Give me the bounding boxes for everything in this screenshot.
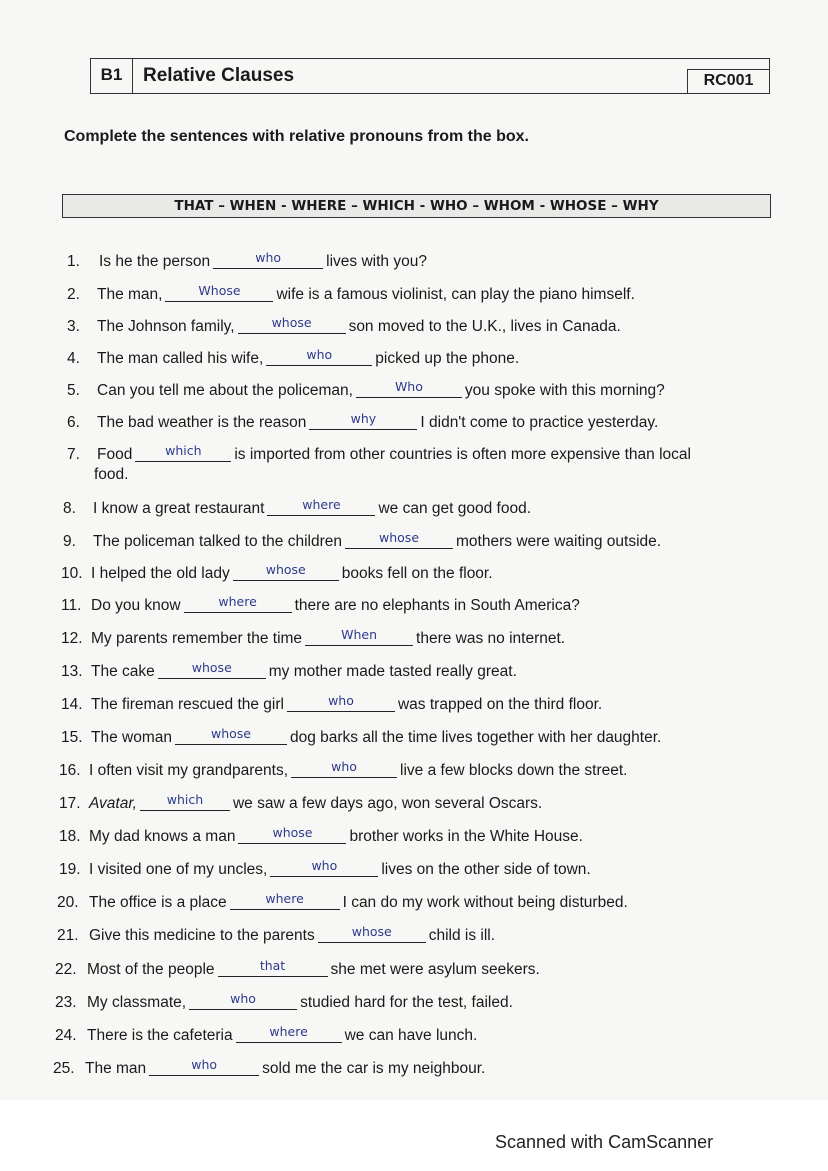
question-number: 25. <box>53 1060 75 1077</box>
question-number: 18. <box>59 828 81 845</box>
handwritten-answer: which <box>165 443 202 458</box>
answer-blank[interactable] <box>184 594 292 613</box>
answer-blank[interactable] <box>213 250 323 269</box>
handwritten-answer: why <box>350 411 377 426</box>
question-text-before: My dad knows a man <box>89 828 236 845</box>
question-text-after: wife is a famous violinist, can play the piano himself. <box>276 286 635 303</box>
handwritten-answer: whose <box>271 315 312 330</box>
handwritten-answer: that <box>259 958 286 973</box>
question-text-after: lives with you? <box>326 253 427 270</box>
question-text-after: lives on the other side of town. <box>381 861 591 878</box>
question-19 <box>59 858 591 879</box>
question-text-after: there was no internet. <box>416 630 566 647</box>
question-text-before: The fireman rescued the girl <box>91 696 284 713</box>
scanner-watermark: Scanned with CamScanner <box>495 1132 714 1152</box>
question-text-before: Can you tell me about the policeman, <box>97 382 353 399</box>
question-text-before: I often visit my grandparents, <box>89 762 289 779</box>
question-text-after: brother works in the White House. <box>349 828 583 845</box>
answer-blank[interactable] <box>149 1057 259 1076</box>
question-number: 16. <box>59 762 81 779</box>
question-text-before: There is the cafeteria <box>87 1027 233 1044</box>
question-text-before: The cake <box>91 663 155 680</box>
question-number: 13. <box>61 663 83 680</box>
word-box: THAT – WHEN - WHERE – WHICH - WHO – WHOM - WHOSE – WHY <box>62 194 771 218</box>
answer-blank[interactable] <box>267 497 375 516</box>
question-text-before: My parents remember the time <box>91 630 303 647</box>
question-text-after: picked up the phone. <box>375 350 520 367</box>
question-text-after: I didn't come to practice yesterday. <box>420 414 659 431</box>
question-text-before: I helped the old lady <box>91 565 230 582</box>
question-number: 12. <box>61 630 83 647</box>
question-continuation: food. <box>94 466 129 483</box>
question-number: 4. <box>67 350 80 367</box>
question-number: 21. <box>57 927 79 944</box>
handwritten-answer: whose <box>351 924 392 939</box>
question-text-before: The woman <box>91 729 172 746</box>
question-text-before: The office is a place <box>89 894 227 911</box>
question-number: 11. <box>61 597 82 614</box>
question-2 <box>67 283 635 304</box>
question-21 <box>57 924 496 945</box>
answer-blank[interactable] <box>165 283 273 302</box>
question-text-after: we saw a few days ago, won several Oscars. <box>232 795 543 812</box>
handwritten-answer: When <box>341 627 377 642</box>
question-number: 9. <box>63 533 76 550</box>
handwritten-answer: Whose <box>198 283 241 298</box>
question-number: 3. <box>67 318 80 335</box>
question-number: 22. <box>55 961 77 978</box>
answer-blank[interactable] <box>287 693 395 712</box>
handwritten-answer: who <box>306 347 333 362</box>
question-text-before: The Johnson family, <box>97 318 235 335</box>
question-number: 17. <box>59 795 81 812</box>
answer-blank[interactable] <box>266 347 372 366</box>
handwritten-answer: who <box>331 759 357 774</box>
question-text-before: I visited one of my uncles, <box>89 861 268 878</box>
header-box <box>90 58 770 94</box>
question-text-after: we can have lunch. <box>344 1027 478 1044</box>
handwritten-answer: whose <box>265 562 306 577</box>
question-text-after: studied hard for the test, failed. <box>300 994 513 1011</box>
handwritten-answer: where <box>269 1024 308 1039</box>
question-number: 24. <box>55 1027 77 1044</box>
question-text-after: she met were asylum seekers. <box>330 961 540 978</box>
question-number: 2. <box>67 286 80 303</box>
handwritten-answer: who <box>191 1057 218 1072</box>
question-22 <box>55 958 540 979</box>
handwritten-answer: whose <box>272 825 313 840</box>
answer-blank[interactable] <box>291 759 397 778</box>
question-18 <box>59 825 583 846</box>
question-text-after: is imported from other countries is often more expensive than local <box>234 446 691 463</box>
question-12 <box>61 627 566 648</box>
handwritten-answer: where <box>302 497 341 512</box>
answer-blank[interactable] <box>345 530 453 549</box>
handwritten-answer: who <box>328 693 354 708</box>
question-text-before: The policeman talked to the children <box>93 533 343 550</box>
answer-blank[interactable] <box>238 825 346 844</box>
handwritten-answer: where <box>265 891 304 906</box>
answer-blank[interactable] <box>158 660 266 679</box>
handwritten-answer: where <box>218 594 257 609</box>
question-text-after: child is ill. <box>428 927 496 944</box>
question-15 <box>61 726 662 747</box>
question-14 <box>61 693 603 714</box>
handwritten-answer: whose <box>379 530 420 545</box>
answer-blank[interactable] <box>135 443 231 462</box>
question-text-after: mothers were waiting outside. <box>456 533 662 550</box>
question-text-before: Avatar, <box>89 795 137 812</box>
question-20 <box>57 891 628 912</box>
question-1 <box>67 250 427 271</box>
answer-blank[interactable] <box>356 379 462 398</box>
question-number: 6. <box>67 414 80 431</box>
handwritten-answer: who <box>230 991 256 1006</box>
question-text-after: you spoke with this morning? <box>464 382 665 399</box>
question-17 <box>59 792 543 813</box>
question-text-before: Most of the people <box>87 961 215 978</box>
question-text-after: son moved to the U.K., lives in Canada. <box>348 318 621 335</box>
question-text-after: there are no elephants in South America? <box>294 597 580 614</box>
handwritten-answer: which <box>166 792 204 807</box>
worksheet-code: RC001 <box>687 69 769 93</box>
question-10 <box>61 562 493 583</box>
answer-blank[interactable] <box>238 315 346 334</box>
question-9 <box>63 530 662 551</box>
question-text-after: my mother made tasted really great. <box>268 663 517 680</box>
worksheet-title: Relative Clauses <box>143 65 295 86</box>
question-number: 19. <box>59 861 81 878</box>
question-6 <box>67 411 659 432</box>
handwritten-answer: Who <box>394 379 423 394</box>
question-number: 14. <box>61 696 83 713</box>
answer-blank[interactable] <box>305 627 413 646</box>
question-text-after: was trapped on the third floor. <box>397 696 603 713</box>
question-text-after: live a few blocks down the street. <box>400 762 628 779</box>
question-text-after: books fell on the floor. <box>341 565 493 582</box>
question-text-before: Give this medicine to the parents <box>89 927 315 944</box>
question-text-before: The man <box>85 1060 147 1077</box>
question-3 <box>67 315 621 336</box>
answer-blank[interactable] <box>236 1024 342 1043</box>
answer-blank[interactable] <box>230 891 340 910</box>
question-number: 5. <box>67 382 80 399</box>
question-number: 10. <box>61 565 83 582</box>
question-text-before: My classmate, <box>87 994 187 1011</box>
question-number: 20. <box>57 894 79 911</box>
question-number: 15. <box>61 729 83 746</box>
answer-blank[interactable] <box>270 858 378 877</box>
handwritten-answer: who <box>255 250 282 265</box>
question-number: 7. <box>67 446 80 463</box>
question-24 <box>55 1024 478 1045</box>
question-4 <box>67 347 520 368</box>
handwritten-answer: whose <box>210 726 251 741</box>
question-number: 1. <box>67 253 80 270</box>
level-label: B1 <box>91 59 133 93</box>
handwritten-answer: whose <box>191 660 232 675</box>
question-number: 8. <box>63 500 76 517</box>
instructions: Complete the sentences with relative pronouns from the box. <box>64 128 529 145</box>
question-7 <box>67 443 691 464</box>
question-text-before: Is he the person <box>99 253 211 270</box>
question-text-before: The man, <box>97 286 163 303</box>
answer-blank[interactable] <box>218 958 328 977</box>
question-13 <box>61 660 517 681</box>
question-11 <box>61 594 580 615</box>
answer-blank[interactable] <box>175 726 287 745</box>
question-25 <box>53 1057 486 1078</box>
answer-blank[interactable] <box>318 924 426 943</box>
answer-blank[interactable] <box>309 411 417 430</box>
question-23 <box>55 991 513 1012</box>
question-text-after: sold me the car is my neighbour. <box>262 1060 486 1077</box>
answer-blank[interactable] <box>140 792 230 811</box>
question-5 <box>67 379 665 400</box>
question-text-before: Food <box>97 446 133 463</box>
question-text-before: The man called his wife, <box>97 350 264 367</box>
question-number: 23. <box>55 994 77 1011</box>
answer-blank[interactable] <box>189 991 297 1010</box>
question-8 <box>63 497 532 518</box>
handwritten-answer: who <box>311 858 338 873</box>
question-16 <box>59 759 628 780</box>
answer-blank[interactable] <box>233 562 339 581</box>
question-text-after: I can do my work without being disturbed. <box>342 894 628 911</box>
question-text-before: The bad weather is the reason <box>97 414 307 431</box>
question-text-after: we can get good food. <box>378 500 532 517</box>
question-text-before: I know a great restaurant <box>93 500 265 517</box>
question-text-after: dog barks all the time lives together with her daughter. <box>289 729 662 746</box>
question-text-before: Do you know <box>91 597 181 614</box>
